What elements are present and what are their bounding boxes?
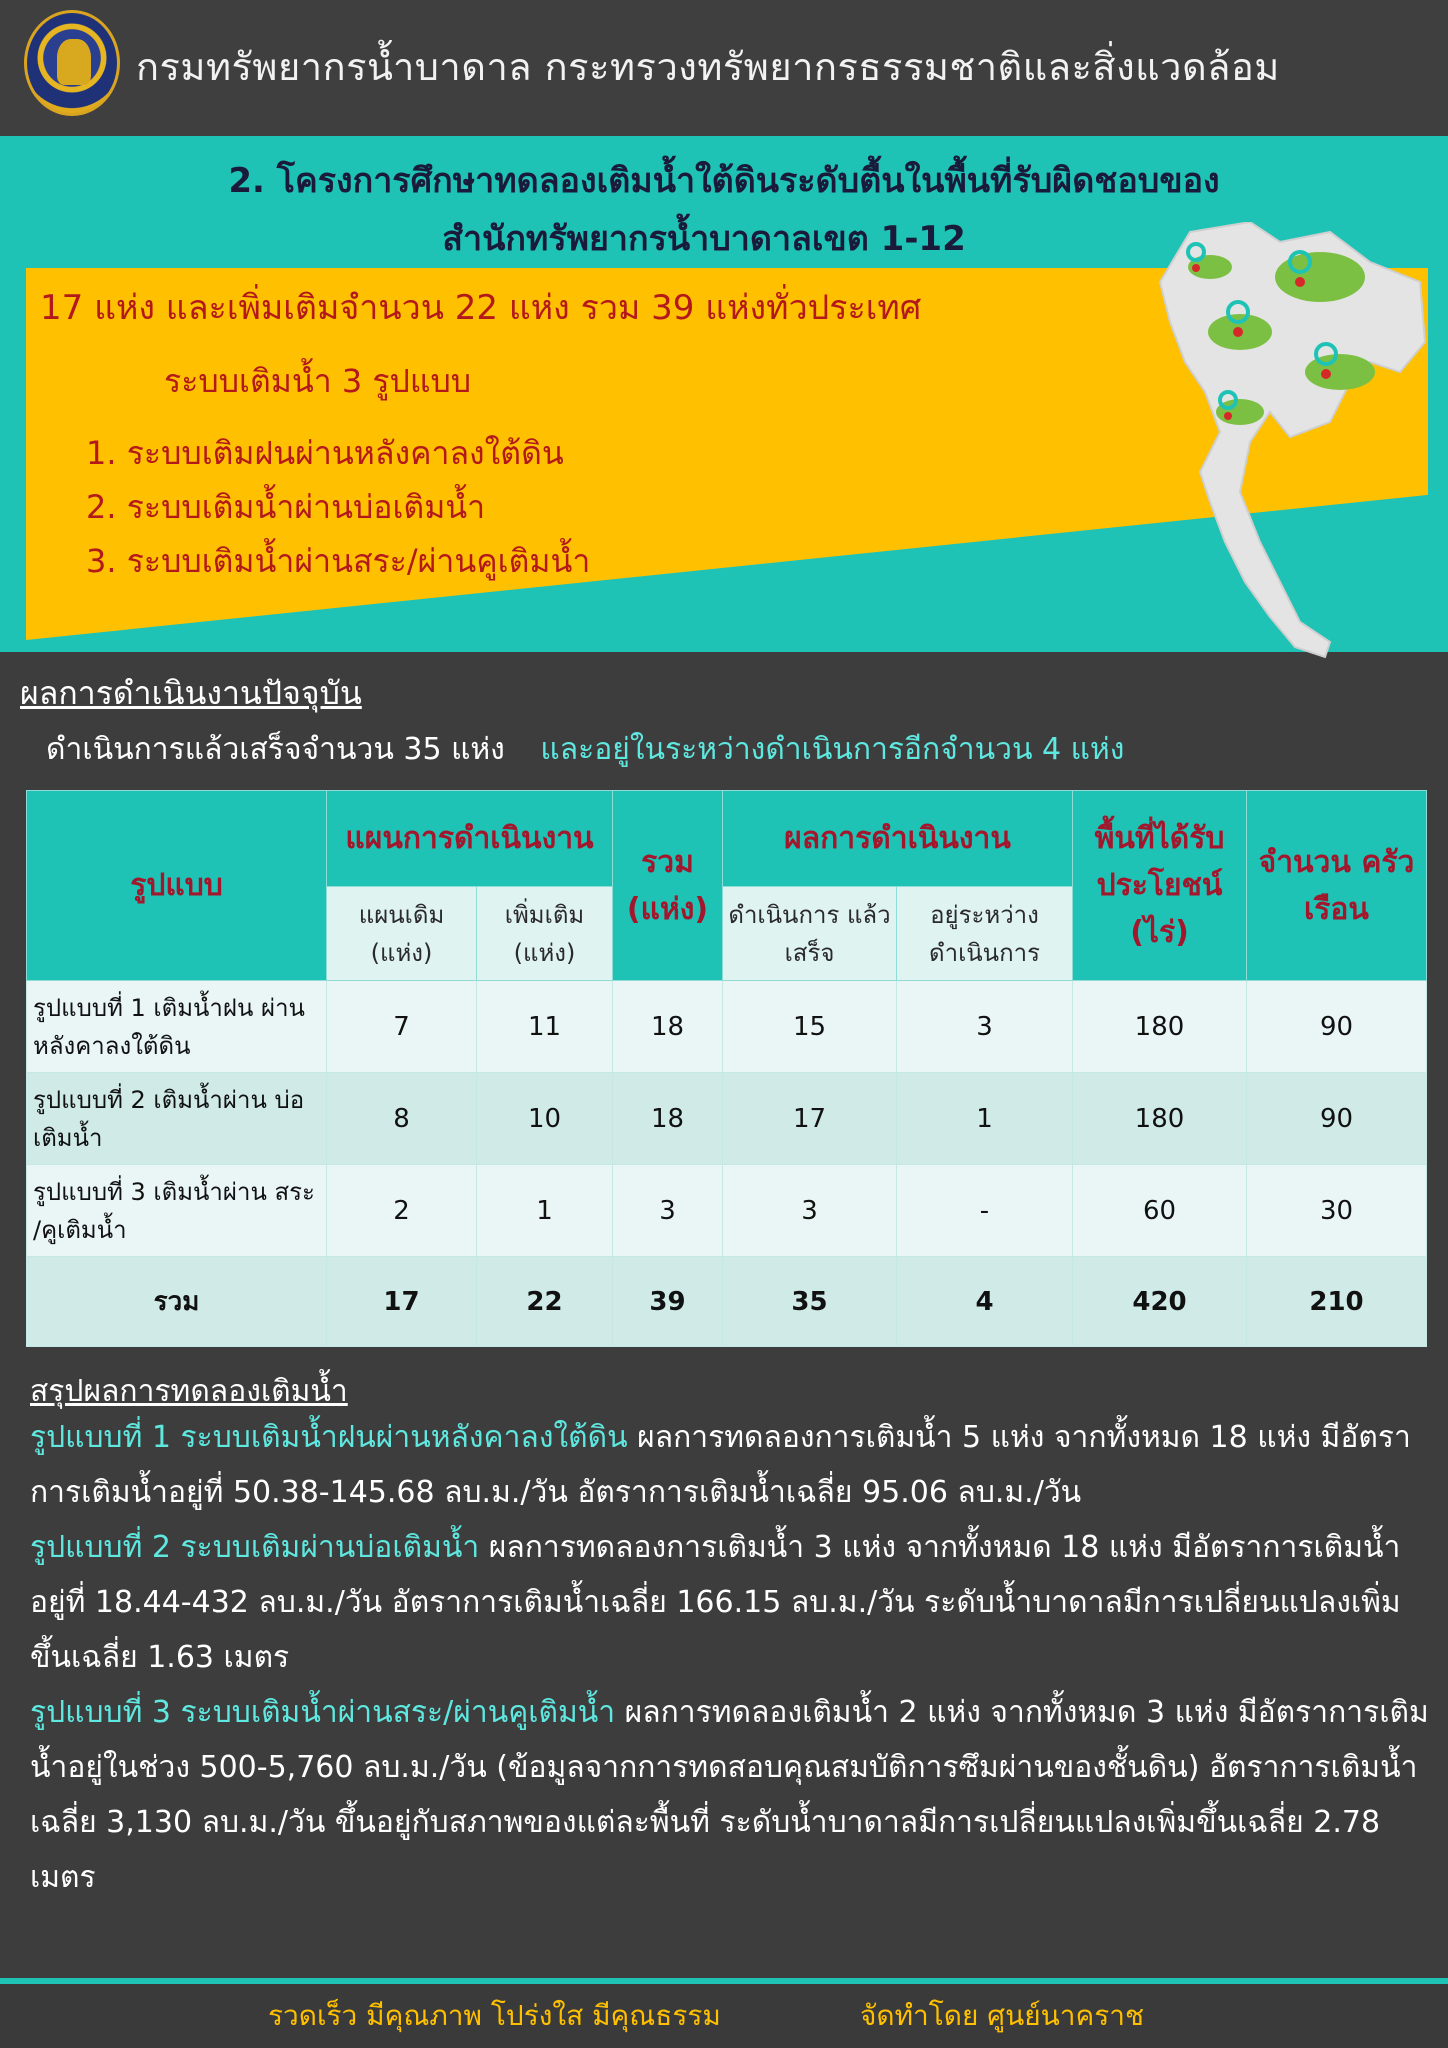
- cell-orig: 7: [327, 981, 477, 1073]
- header-plan-orig: แผนเดิม (แห่ง): [327, 887, 477, 981]
- row-name: รูปแบบที่ 2 เติมน้ำผ่าน บ่อเติมน้ำ: [27, 1073, 327, 1165]
- header-households: จำนวน ครัวเรือน: [1247, 791, 1427, 981]
- cell-area: 420: [1073, 1257, 1247, 1347]
- summary-p1-title: รูปแบบที่ 1 ระบบเติมน้ำฝนผ่านหลังคาลงใต้ดิน: [30, 1420, 628, 1455]
- summary-p3-text: ผลการทดลองเติมน้ำ 2 แห่ง จากทั้งหมด 3 แห่ง มีอัตราการเติมน้ำอยู่ในช่วง 500-5,760 ลบ.ม./วัน (ข้อมูลจากการทดสอบคุณสมบัติการซึมผ่านของชั้นดิน) อัตราการเติมน้ำเฉลี่ย 3,130 ลบ.ม./วัน ขึ้นอยู่กับสภาพของแต่ละพื้นที่ ระดับน้ำบาดาลมีการเปลี่ยนแปลงเพิ่มขึ้นเฉลี่ย 2.78 เมตร: [30, 1695, 1429, 1895]
- header-area: พื้นที่ได้รับ ประโยชน์ (ไร่): [1073, 791, 1247, 981]
- department-seal-logo: [24, 10, 120, 116]
- cell-done: 17: [723, 1073, 897, 1165]
- header-result: ผลการดำเนินงาน: [723, 791, 1073, 887]
- cell-households: 90: [1247, 1073, 1427, 1165]
- row-name: รูปแบบที่ 3 เติมน้ำผ่าน สระ /คูเติมน้ำ: [27, 1165, 327, 1257]
- cell-ongoing: 4: [897, 1257, 1073, 1347]
- cell-area: 180: [1073, 981, 1247, 1073]
- header: [0, 0, 1448, 136]
- cell-orig: 8: [327, 1073, 477, 1165]
- table-row: [27, 1073, 1427, 1165]
- cell-total: 18: [613, 981, 723, 1073]
- cell-households: 90: [1247, 981, 1427, 1073]
- cell-total: 3: [613, 1165, 723, 1257]
- summary-paragraph: [30, 1685, 1430, 1905]
- header-result-ongoing: อยู่ระหว่าง ดำเนินการ: [897, 887, 1073, 981]
- summary-p1-text: ผลการทดลองการเติมน้ำ 5 แห่ง จากทั้งหมด 18 แห่ง มีอัตราการเติมน้ำอยู่ที่ 50.38-145.68 ลบ.ม./วัน อัตราการเติมน้ำเฉลี่ย 95.06 ลบ.ม./วัน: [30, 1420, 1411, 1510]
- cell-add: 22: [477, 1257, 613, 1347]
- footer: [0, 1984, 1448, 2048]
- thailand-map-illustration: [1130, 222, 1430, 662]
- cell-ongoing: -: [897, 1165, 1073, 1257]
- results-table: [26, 790, 1426, 1347]
- summary-p2-title: รูปแบบที่ 2 ระบบเติมผ่านบ่อเติมน้ำ: [30, 1530, 480, 1565]
- summary-p3-title: รูปแบบที่ 3 ระบบเติมน้ำผ่านสระ/ผ่านคูเติมน้ำ: [30, 1695, 616, 1730]
- table-total-row: [27, 1257, 1427, 1347]
- cell-orig: 17: [327, 1257, 477, 1347]
- header-total: รวม (แห่ง): [613, 791, 723, 981]
- footer-credit: จัดทำโดย ศูนย์นาคราช: [860, 1999, 1144, 2032]
- project-title-line1: 2. โครงการศึกษาทดลองเติมน้ำใต้ดินระดับตื้นในพื้นที่รับผิดชอบของ: [228, 161, 1220, 201]
- cell-households: 30: [1247, 1165, 1427, 1257]
- progress-heading: ผลการดำเนินงานปัจจุบัน: [20, 674, 362, 712]
- system-item: 1. ระบบเติมฝนผ่านหลังคาลงใต้ดิน: [86, 434, 564, 472]
- cell-orig: 2: [327, 1165, 477, 1257]
- row-name: รวม: [27, 1257, 327, 1347]
- project-title-line2: สำนักทรัพยากรน้ำบาดาลเขต 1-12: [442, 219, 966, 259]
- system-item: 2. ระบบเติมน้ำผ่านบ่อเติมน้ำ: [86, 488, 486, 526]
- progress-ongoing: และอยู่ในระหว่างดำเนินการอีกจำนวน 4 แห่ง: [540, 732, 1125, 767]
- cell-done: 15: [723, 981, 897, 1073]
- row-name: รูปแบบที่ 1 เติมน้ำฝน ผ่านหลังคาลงใต้ดิน: [27, 981, 327, 1073]
- summary-heading: สรุปผลการทดลองเติมน้ำ: [30, 1374, 348, 1409]
- cell-households: 210: [1247, 1257, 1427, 1347]
- summary-text: [30, 1410, 1430, 1905]
- systems-heading: ระบบเติมน้ำ 3 รูปแบบ: [164, 362, 472, 400]
- map-region: [1216, 399, 1264, 425]
- summary-paragraph: [30, 1410, 1430, 1520]
- cell-ongoing: 1: [897, 1073, 1073, 1165]
- cell-total: 39: [613, 1257, 723, 1347]
- systems-list: [86, 426, 590, 588]
- header-type: รูปแบบ: [27, 791, 327, 981]
- cell-total: 18: [613, 1073, 723, 1165]
- system-item: 3. ระบบเติมน้ำผ่านสระ/ผ่านคูเติมน้ำ: [86, 542, 591, 580]
- table-row: [27, 1165, 1427, 1257]
- header-title: กรมทรัพยากรน้ำบาดาล กระทรวงทรัพยากรธรรมชาติและสิ่งแวดล้อม: [136, 45, 1280, 89]
- progress-summary: [46, 726, 1124, 773]
- footer-slogan: รวดเร็ว มีคุณภาพ โปร่งใส มีคุณธรรม: [268, 1999, 721, 2032]
- cell-add: 11: [477, 981, 613, 1073]
- cell-done: 35: [723, 1257, 897, 1347]
- header-result-done: ดำเนินการ แล้วเสร็จ: [723, 887, 897, 981]
- sites-count: 17 แห่ง และเพิ่มเติมจำนวน 22 แห่ง รวม 39 แห่งทั่วประเทศ: [40, 288, 922, 328]
- cell-done: 3: [723, 1165, 897, 1257]
- summary-p2-text: ผลการทดลองการเติมน้ำ 3 แห่ง จากทั้งหมด 18 แห่ง มีอัตราการเติมน้ำอยู่ที่ 18.44-432 ลบ.ม./วัน อัตราการเติมน้ำเฉลี่ย 166.15 ลบ.ม./วัน ระดับน้ำบาดาลมีการเปลี่ยนแปลงเพิ่มขึ้นเฉลี่ย 1.63 เมตร: [30, 1530, 1401, 1675]
- cell-area: 60: [1073, 1165, 1247, 1257]
- cell-area: 180: [1073, 1073, 1247, 1165]
- table-row: [27, 981, 1427, 1073]
- progress-done: ดำเนินการแล้วเสร็จจำนวน 35 แห่ง: [46, 732, 505, 767]
- summary-paragraph: [30, 1520, 1430, 1685]
- cell-add: 1: [477, 1165, 613, 1257]
- header-plan-add: เพิ่มเติม (แห่ง): [477, 887, 613, 981]
- cell-ongoing: 3: [897, 981, 1073, 1073]
- header-plan: แผนการดำเนินงาน: [327, 791, 613, 887]
- cell-add: 10: [477, 1073, 613, 1165]
